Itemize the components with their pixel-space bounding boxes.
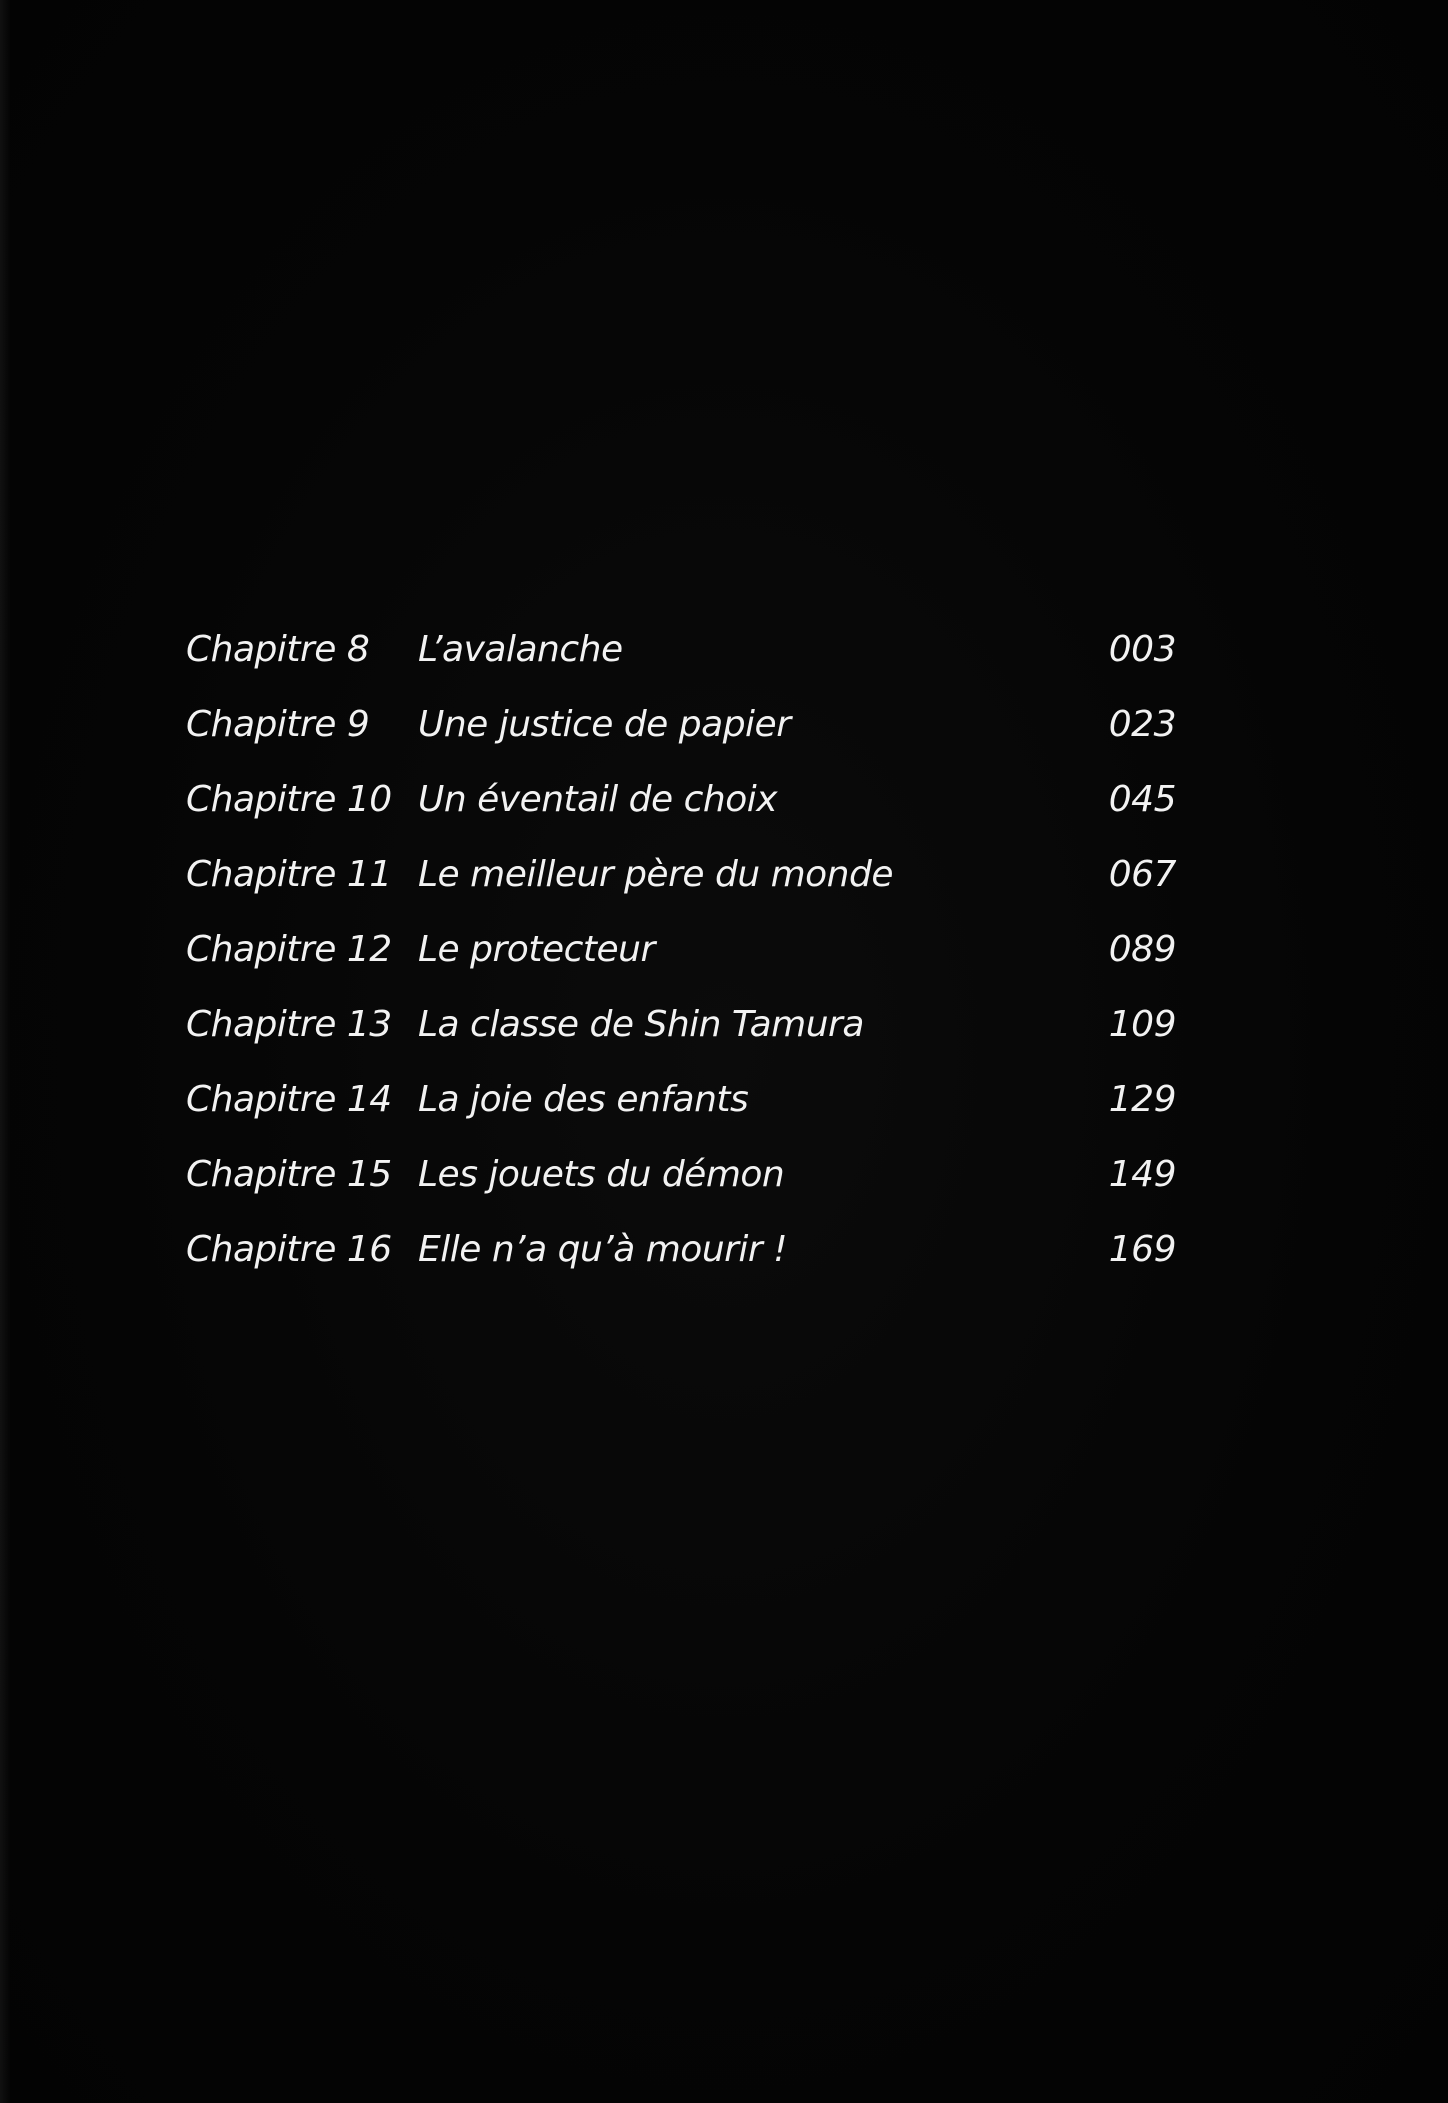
toc-entry xyxy=(186,912,1186,987)
toc-page-number: 169 xyxy=(1108,1229,1176,1270)
table-of-contents xyxy=(186,612,1186,1287)
toc-page-number: 067 xyxy=(1108,854,1176,895)
toc-chapter-title: Une justice de papier xyxy=(418,704,791,745)
toc-page-number: 003 xyxy=(1108,629,1176,670)
toc-chapter-number: Chapitre 10 xyxy=(186,779,392,820)
toc-entry xyxy=(186,987,1186,1062)
toc-entry xyxy=(186,1137,1186,1212)
toc-chapter-number: Chapitre 13 xyxy=(186,1004,392,1045)
toc-entry xyxy=(186,687,1186,762)
toc-chapter-number: Chapitre 12 xyxy=(186,929,392,970)
toc-page-number: 109 xyxy=(1108,1004,1176,1045)
toc-chapter-title: La classe de Shin Tamura xyxy=(418,1004,864,1045)
toc-page-number: 149 xyxy=(1108,1154,1176,1195)
toc-page-number: 023 xyxy=(1108,704,1176,745)
toc-chapter-title: Les jouets du démon xyxy=(418,1154,785,1195)
toc-entry xyxy=(186,612,1186,687)
toc-entry xyxy=(186,837,1186,912)
toc-page-number: 089 xyxy=(1108,929,1176,970)
toc-chapter-number: Chapitre 11 xyxy=(186,854,392,895)
toc-chapter-title: La joie des enfants xyxy=(418,1079,749,1120)
toc-page-number: 045 xyxy=(1108,779,1176,820)
toc-chapter-number: Chapitre 8 xyxy=(186,629,370,670)
page-edge xyxy=(0,0,10,2103)
toc-entry xyxy=(186,1212,1186,1287)
toc-chapter-number: Chapitre 14 xyxy=(186,1079,392,1120)
toc-chapter-title: Le meilleur père du monde xyxy=(418,854,893,895)
toc-entry xyxy=(186,762,1186,837)
toc-chapter-title: Elle n’a qu’à mourir ! xyxy=(418,1229,788,1270)
toc-chapter-number: Chapitre 9 xyxy=(186,704,370,745)
toc-chapter-number: Chapitre 16 xyxy=(186,1229,392,1270)
toc-entry xyxy=(186,1062,1186,1137)
toc-chapter-title: Le protecteur xyxy=(418,929,655,970)
toc-chapter-title: Un éventail de choix xyxy=(418,779,778,820)
toc-page-number: 129 xyxy=(1108,1079,1176,1120)
toc-chapter-title: L’avalanche xyxy=(418,629,623,670)
toc-chapter-number: Chapitre 15 xyxy=(186,1154,392,1195)
